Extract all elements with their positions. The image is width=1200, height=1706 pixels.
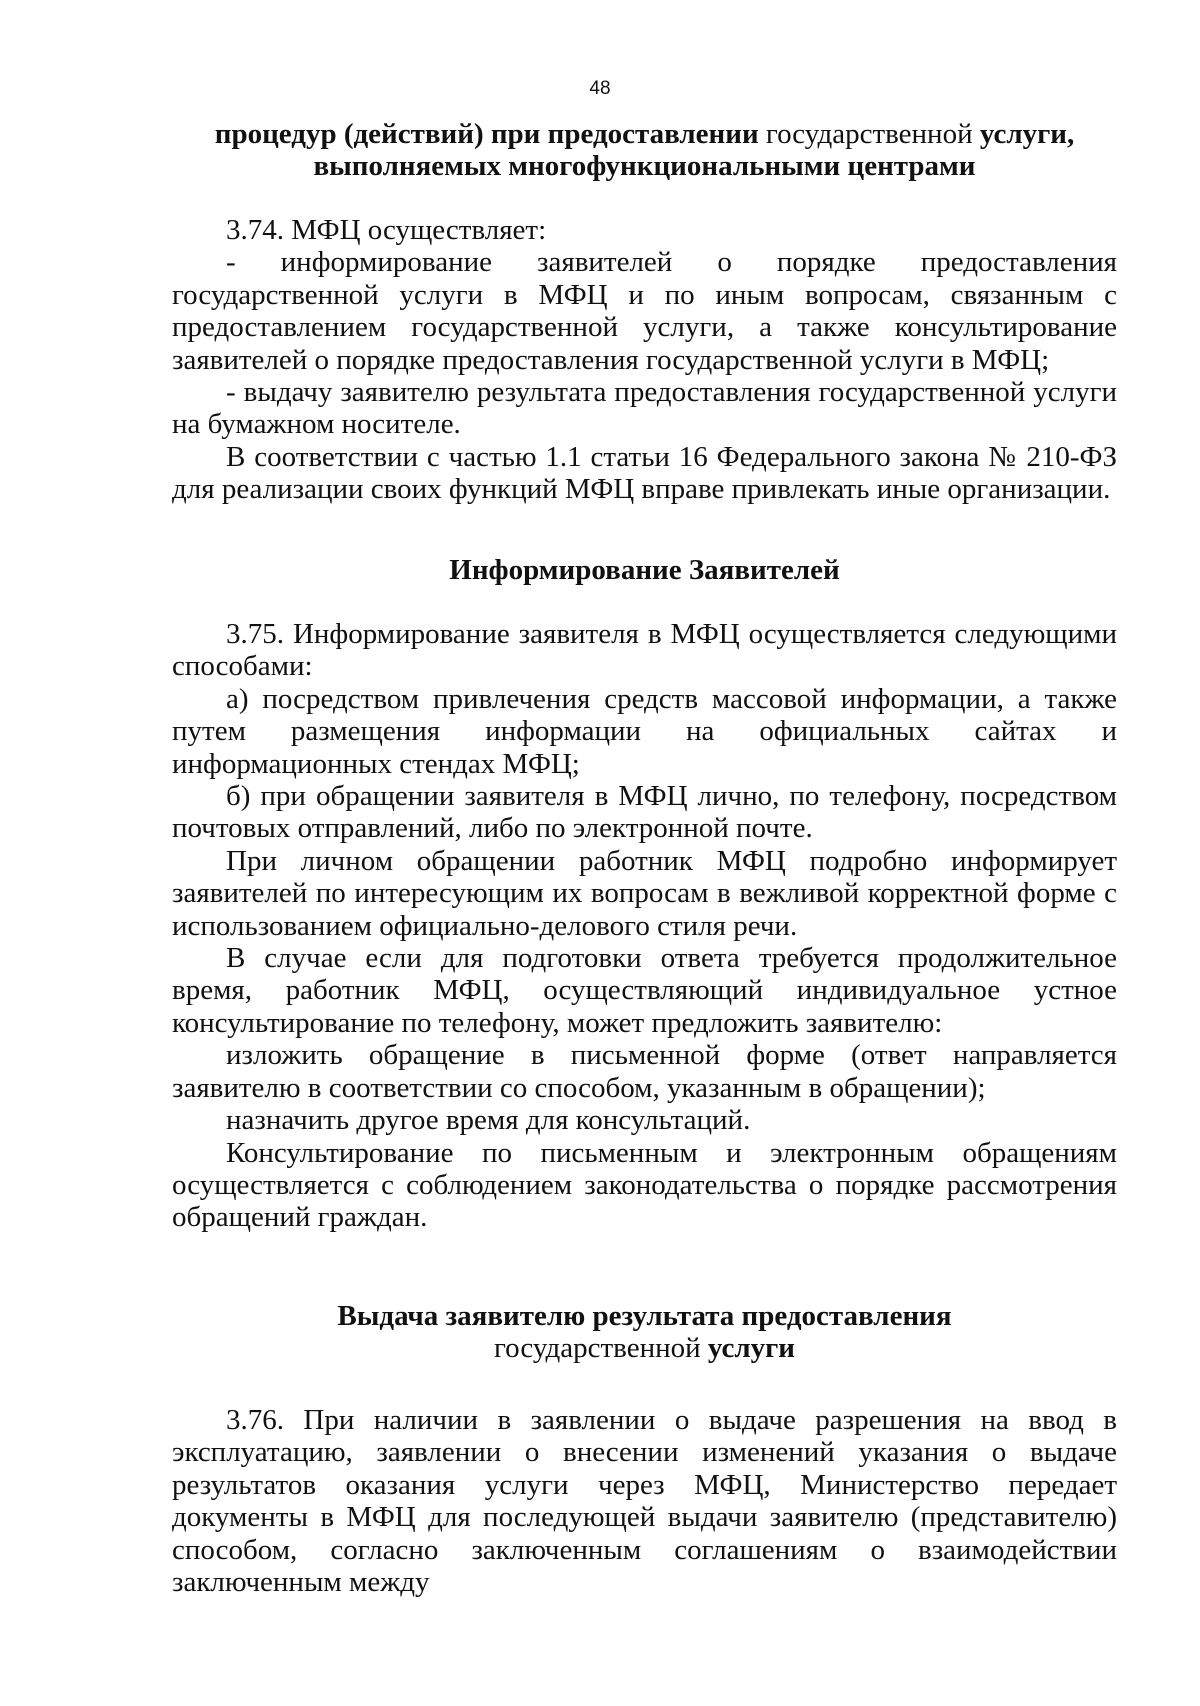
section-title-bold-b: услуги, [979, 118, 1075, 150]
clause-3-74-item-2: - выдачу заявителю результата предоставления государственной услуги на бумажном носителе. [172, 376, 1117, 441]
clause-3-75-other-time: назначить другое время для консультаций. [226, 1104, 751, 1137]
clause-3-76 [172, 1404, 1117, 1598]
page-number: 48 [589, 78, 611, 99]
section-title-line-1 [172, 118, 1117, 150]
clause-3-75 [172, 618, 1117, 1234]
clause-3-75-item-a: а) посредством привлечения средств массовой информации, а также путем размещения информации на официальных сайтах и информационных стендах МФЦ; [172, 682, 1117, 780]
clause-3-75-intro: 3.75. Информирование заявителя в МФЦ осуществляется следующими способами: [172, 618, 1117, 683]
heading-issue-normal: государственной [493, 1332, 701, 1365]
clause-3-74-intro: 3.74. МФЦ осуществляет: [226, 214, 547, 246]
section-title-normal: государственной [765, 118, 973, 150]
clause-3-75-time: В случае если для подготовки ответа требуется продолжительное время, работник МФЦ, осуществляющий индивидуальное устное консультирование по телефону, может предложить заявителю: [172, 942, 1117, 1039]
clause-3-75-item-b: б) при обращении заявителя в МФЦ лично, по телефону, посредством почтовых отправлений, либо по электронной почте. [172, 780, 1117, 845]
clause-3-74-note: В соответствии с частью 1.1 статьи 16 Федерального закона № 210-ФЗ для реализации своих функций МФЦ вправе привлекать иные организации. [172, 440, 1117, 506]
section-title [172, 118, 1117, 183]
section-title-bold-a: процедур (действий) при предоставлении [214, 118, 759, 150]
clause-3-74 [172, 214, 1117, 506]
clause-3-76-text: 3.76. При наличии в заявлении о выдаче разрешения на ввод в эксплуатацию, заявлении о внесении изменений указания о выдаче результатов оказания услуги через МФЦ, Министерство передает документы в МФЦ для последующей выдачи заявителю (представителю) способом, согласно заключенным соглашениям о взаимодействии заключенным между [172, 1404, 1117, 1599]
clause-3-75-written: изложить обращение в письменной форме (ответ направляется заявителю в соответствии со способом, указанным в обращении); [172, 1039, 1117, 1104]
heading-informing: Информирование Заявителей [449, 554, 840, 586]
heading-issue-bold: услуги [707, 1332, 796, 1365]
clause-3-74-item-1: - информирование заявителей о порядке предоставления государственной услуги в МФЦ и по иным вопросам, связанным с предоставлением государственной услуги, а также консультирование заявителей о порядке предоставления государственной услуги в МФЦ; [172, 246, 1117, 376]
clause-3-75-consult: Консультирование по письменным и электронным обращениям осуществляется с соблюдением законодательства о порядке рассмотрения обращений граждан. [172, 1136, 1117, 1234]
heading-issue-line-2 [172, 1332, 1117, 1364]
section-title-line-2: выполняемых многофункциональными центрами [313, 150, 976, 183]
heading-issue-line-1: Выдача заявителю результата предоставления [337, 1300, 952, 1332]
heading-issue [172, 1300, 1117, 1365]
clause-3-75-personal: При личном обращении работник МФЦ подробно информирует заявителей по интересующим их вопросам в вежливой корректной форме с использованием официально-делового стиля речи. [172, 844, 1117, 942]
